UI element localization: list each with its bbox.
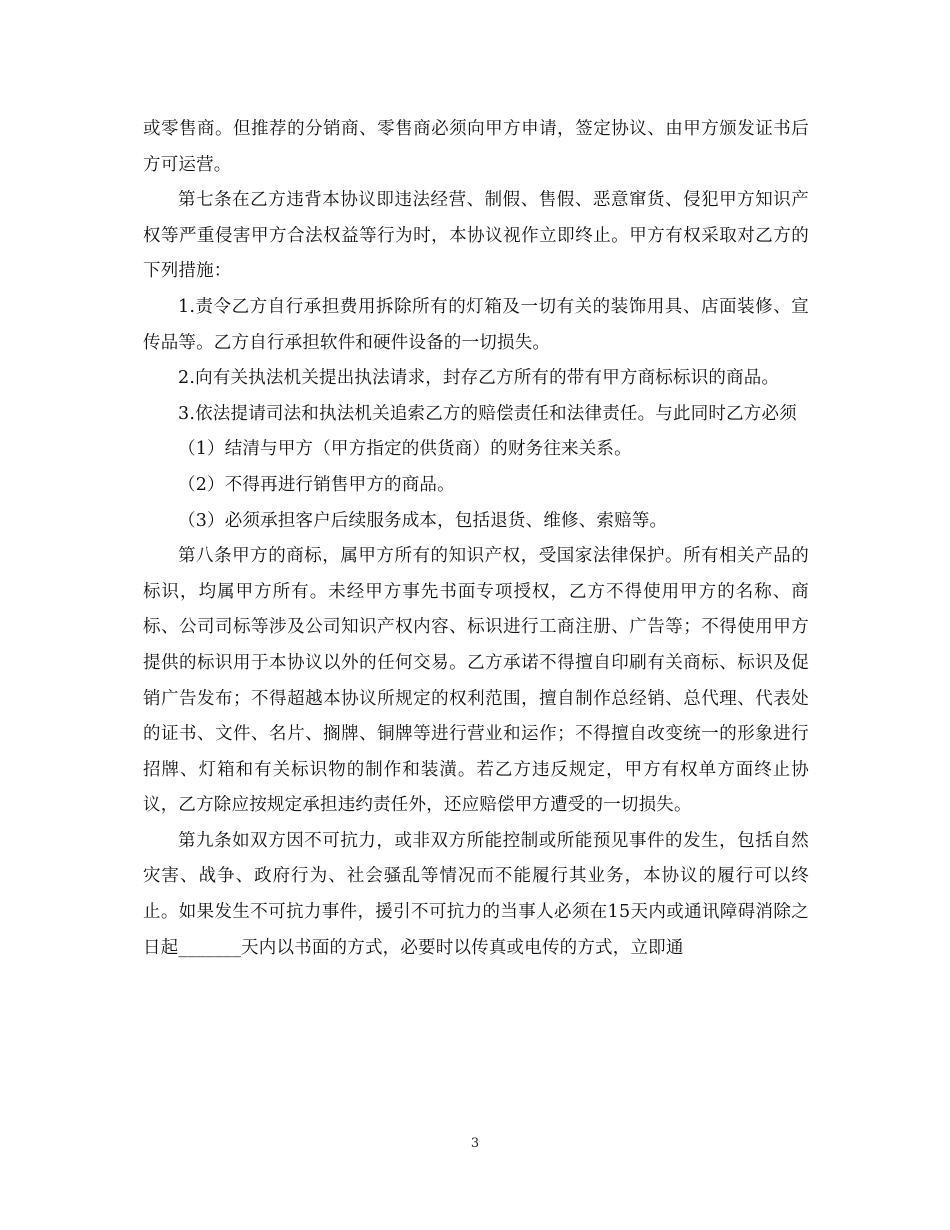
paragraph-measure-1: 1.责令乙方自行承担费用拆除所有的灯箱及一切有关的装饰用具、店面装修、宣传品等。乙方自行承担软件和硬件设备的一切损失。 (143, 296, 809, 353)
paragraph-continuation: 或零售商。但推荐的分销商、零售商必须向甲方申请，签定协议、由甲方颁发证书后方可运营。 (143, 119, 809, 175)
document-body (143, 112, 809, 966)
paragraph-obligation-3: （3）必须承担客户后续服务成本，包括退货、维修、索赔等。 (178, 510, 668, 531)
paragraph-article-9: 第九条如双方因不可抗力，或非双方所能控制或所能预见事件的发生，包括自然灾害、战争、政府行为、社会骚乱等情况而不能履行其业务，本协议的履行可以终止。如果发生不可抗力事件，援引不可抗力的当事人必须在15天内或通讯障碍消除之日起_______天内以书面的方式，必要时以传真或电传的方式，立即通 (143, 830, 809, 958)
paragraph-measure-3: 3.依法提请司法和执法机关追索乙方的赔偿责任和法律责任。与此同时乙方必须 (178, 403, 797, 424)
paragraph-obligation-1: （1）结清与甲方（甲方指定的供货商）的财务往来关系。 (178, 439, 632, 460)
paragraph-obligation-2: （2）不得再进行销售甲方的商品。 (178, 474, 455, 495)
page-number: 3 (470, 1136, 480, 1151)
paragraph-measure-2: 2.向有关执法机关提出执法请求，封存乙方所有的带有甲方商标标识的商品。 (178, 368, 780, 389)
paragraph-article-7: 第七条在乙方违背本协议即违法经营、制假、售假、恶意窜货、侵犯甲方知识产权等严重侵害甲方合法权益等行为时，本协议视作立即终止。甲方有权采取对乙方的下列措施： (143, 190, 809, 282)
paragraph-article-8: 第八条甲方的商标，属甲方所有的知识产权，受国家法律保护。所有相关产品的标识，均属甲方所有。未经甲方事先书面专项授权，乙方不得使用甲方的名称、商标、公司司标等涉及公司知识产权内容、标识进行工商注册、广告等；不得使用甲方提供的标识用于本协议以外的任何交易。乙方承诺不得擅自印刷有关商标、标识及促销广告发布；不得超越本协议所规定的权利范围，擅自制作总经销、总代理、代表处的证书、文件、名片、搁牌、铜牌等进行营业和运作；不得擅自改变统一的形象进行招牌、灯箱和有关标识物的制作和装潢。若乙方违反规定，甲方有权单方面终止协议，乙方除应按规定承担违约责任外，还应赔偿甲方遭受的一切损失。 (143, 546, 809, 816)
